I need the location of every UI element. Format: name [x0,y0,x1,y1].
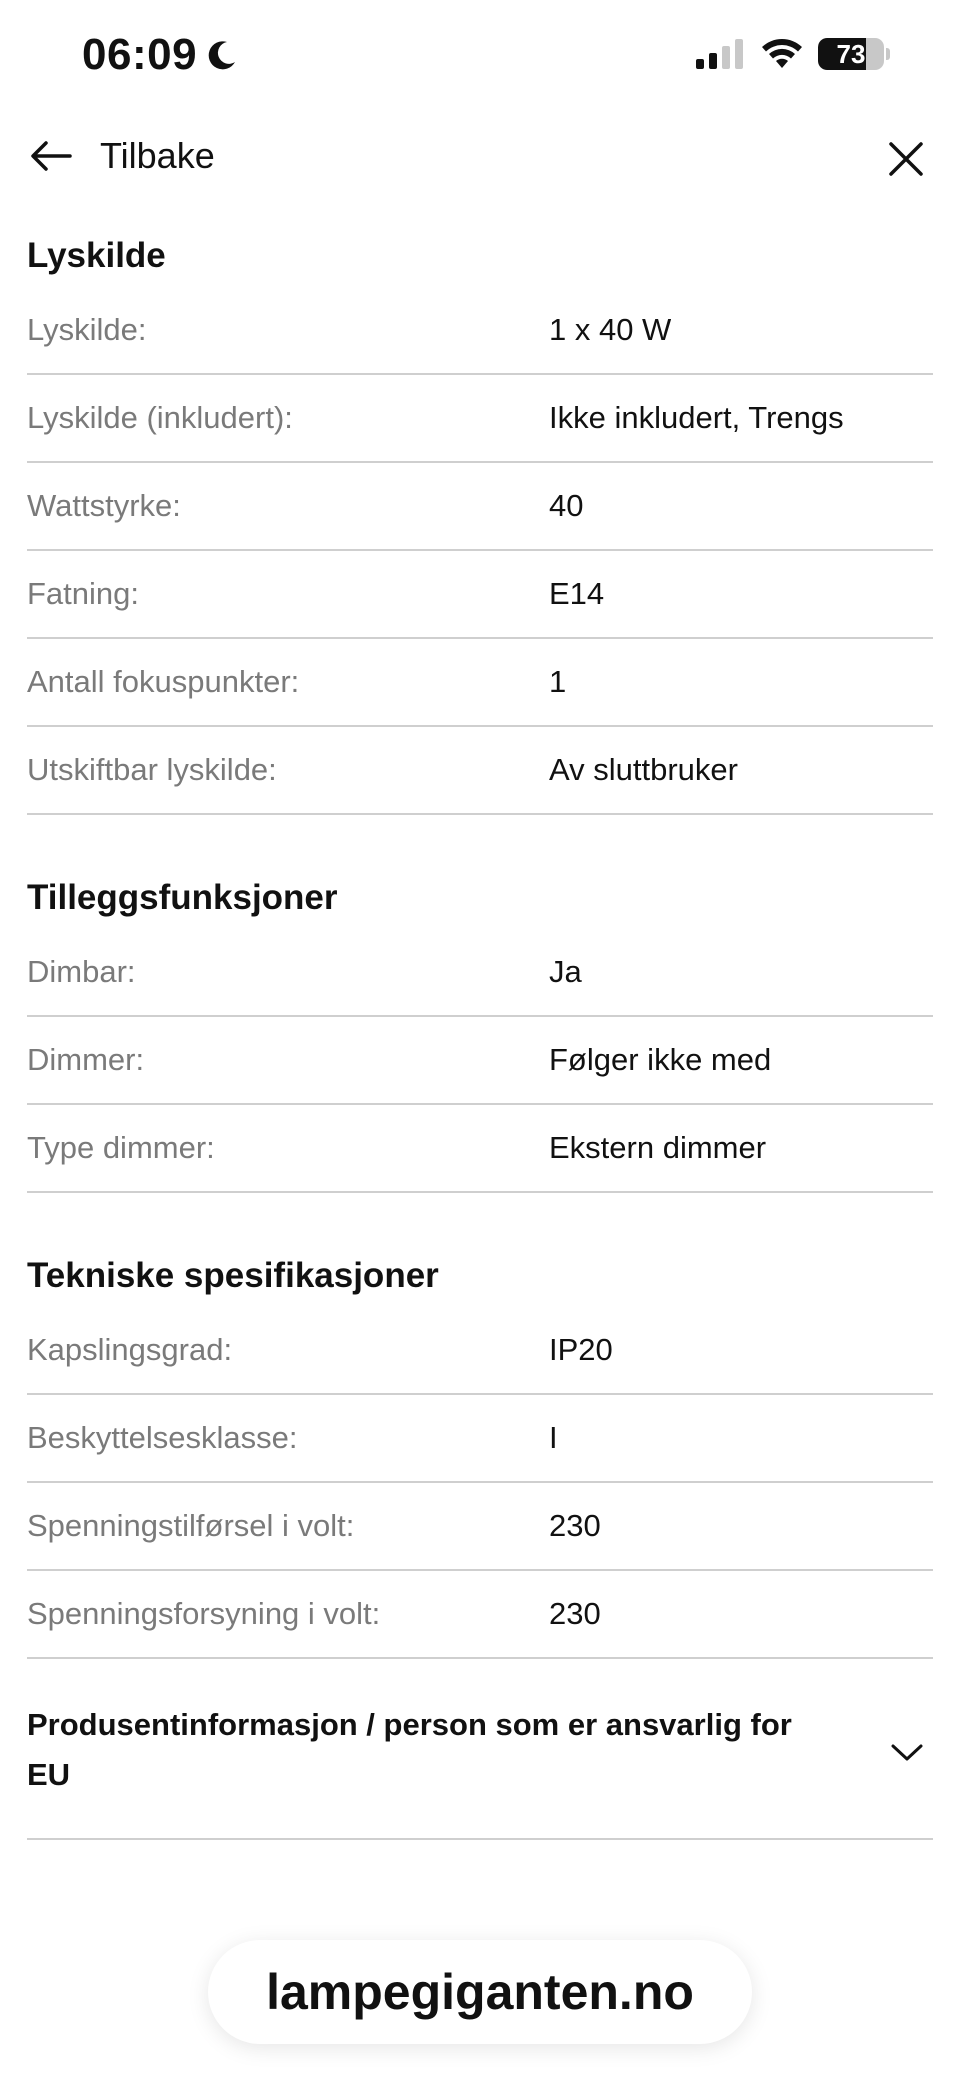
spec-label: Dimmer: [27,1042,145,1077]
spec-label: Lyskilde (inkludert): [27,400,293,435]
section-gap [27,1193,933,1245]
section-title: Tekniske spesifikasjoner [27,1256,439,1295]
spec-value: 1 x 40 W [549,312,672,347]
spec-row [27,1307,933,1395]
spec-row [27,639,933,727]
section-title: Tilleggsfunksjoner [27,878,338,917]
accordion-title: Produsentinformasjon / person som er ansvarlig for EU [27,1707,792,1792]
battery-indicator [818,38,884,70]
section-tekniske-spesifikasjoner [27,1245,933,1659]
close-icon [886,139,926,179]
spec-row [27,1483,933,1571]
spec-label: Antall fokuspunkter: [27,664,300,699]
site-url: lampegiganten.no [266,1964,694,2020]
section-gap [27,815,933,867]
spec-label: Dimbar: [27,954,136,989]
chevron-down-icon [887,1732,927,1772]
back-button[interactable] [30,135,215,177]
moon-icon [205,38,239,72]
spec-row [27,375,933,463]
spec-value: IP20 [549,1332,613,1367]
spec-row [27,1395,933,1483]
battery-cap [886,48,890,60]
spec-row [27,929,933,1017]
spec-row [27,1105,933,1193]
status-bar [0,0,960,110]
spec-label: Beskyttelsesklasse: [27,1420,298,1455]
cellular-signal-icon [696,39,746,69]
section-lyskilde [27,225,933,815]
clock-time: 06:09 [82,30,198,79]
spec-label: Lyskilde: [27,312,147,347]
spec-row [27,287,933,375]
spec-content [27,225,933,1659]
wifi-icon [760,38,804,70]
battery-level: 73 [836,39,866,69]
spec-row [27,1017,933,1105]
spec-value: Ja [549,954,582,989]
url-bar[interactable] [208,1940,752,2044]
spec-value: 230 [549,1508,601,1543]
nav-bar [0,125,960,205]
spec-value: Av sluttbruker [549,752,738,787]
spec-value: I [549,1420,558,1455]
spec-row [27,1571,933,1659]
spec-row [27,551,933,639]
close-button[interactable] [886,139,926,179]
spec-label: Utskiftbar lyskilde: [27,752,277,787]
manufacturer-info-accordion[interactable] [27,1690,933,1840]
back-label: Tilbake [100,135,215,176]
spec-label: Type dimmer: [27,1130,215,1165]
spec-value: 40 [549,488,584,523]
spec-value: Følger ikke med [549,1042,772,1077]
spec-label: Kapslingsgrad: [27,1332,233,1367]
spec-row [27,463,933,551]
section-title: Lyskilde [27,236,166,275]
spec-value: Ekstern dimmer [549,1130,767,1165]
spec-label: Fatning: [27,576,140,611]
arrow-left-icon [30,139,72,173]
spec-value: E14 [549,576,605,611]
spec-value: Ikke inkludert, Trengs [549,400,844,435]
spec-value: 1 [549,664,567,699]
spec-value: 230 [549,1596,601,1631]
spec-row [27,727,933,815]
status-icons [696,38,890,70]
spec-label: Spenningstilførsel i volt: [27,1508,355,1543]
clock [82,30,239,80]
section-tilleggsfunksjoner [27,867,933,1193]
spec-label: Wattstyrke: [27,488,181,523]
spec-label: Spenningsforsyning i volt: [27,1596,381,1631]
